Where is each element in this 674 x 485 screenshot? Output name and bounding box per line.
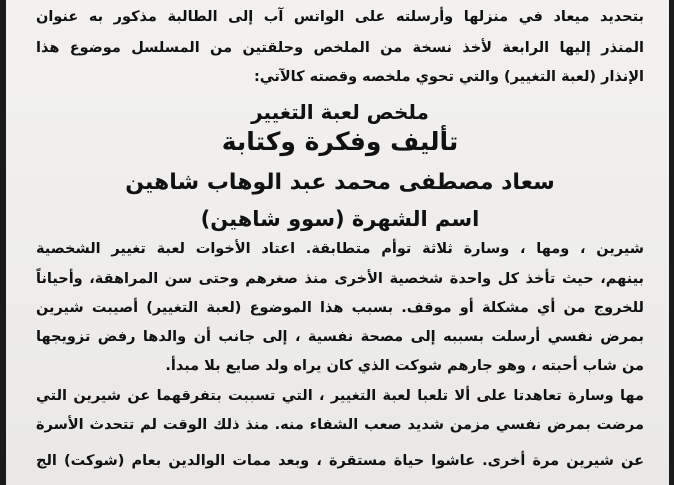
intro-line-3: الإنذار (لعبة التغيير) والتي تحوي ملخصه وقصته كالآتي: (253, 69, 644, 85)
body-line-6: مها وسارة تعاهدتا على ألا تلعبا لعبة التغيير ، التي تسببت بتفرقهما عن شيرين التي (36, 388, 644, 404)
body-line-4: بمرض نفسي أرسلت بسببه إلى مصحة نفسية ، إلى جانب أن والدها رفض تزويجها (36, 329, 644, 345)
authorship-heading: تأليف وفكرة وكتابة (221, 127, 459, 156)
body-line-5: من شاب أحبته ، وهو جارهم شوكت الذي كان يراه ولد صايع بلا مبدأ. (165, 358, 644, 374)
scan-border-right (669, 0, 674, 485)
author-name: سعاد مصطفى محمد عبد الوهاب شاهين (125, 170, 555, 195)
intro-line-1: بتحديد ميعاد في منزلها وأرسلته على الواتس آب إلى الطالبة مذكور به عنوان (36, 9, 644, 25)
body-line-1: شيرين ، ومها ، وسارة ثلاثة توأم متطابقة. اعتاد الأخوات لعبة تغيير الشخصية (36, 241, 644, 257)
body-line-3: للخروج من أي مشكلة أو موقف. بسبب هذا الموضوع (لعبة التغيير) أصيبت شيرين (36, 300, 644, 316)
pen-name: اسم الشهرة (سوو شاهين) (200, 207, 480, 231)
summary-title: ملخص لعبة التغيير (251, 100, 429, 124)
intro-line-2: المنذر إليها الرابعة لأخذ نسخة من الملخص وحلقتين من المسلسل موضوع هذا (36, 40, 644, 56)
body-line-2: بينهم، حيث تأخذ كل واحدة شخصية الأخرى منذ صغرهم وحتى سن المراهقة، وأحياناً (36, 271, 644, 287)
body-line-7: مرضت بمرض نفسي مزمن شديد صعب الشفاء منه. منذ ذلك الوقت لم تتحدث الأسرة (36, 417, 644, 433)
body-line-8: عن شيرين مرة أخرى. عاشوا حياة مستقرة ، وبعد ممات الوالدين بعام (شوكت) الج (36, 453, 644, 469)
scan-border-left (0, 0, 6, 485)
